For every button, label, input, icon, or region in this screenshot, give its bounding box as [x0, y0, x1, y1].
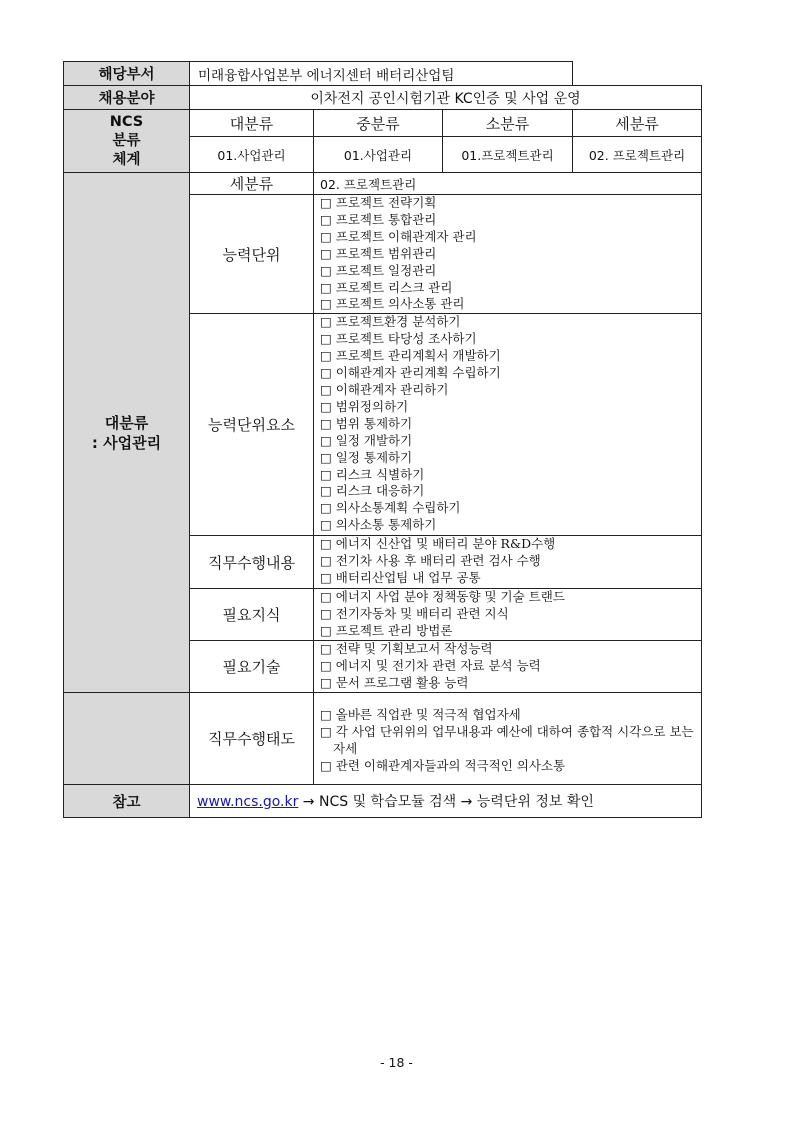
- list-item: □ 프로젝트환경 분석하기: [320, 314, 461, 330]
- list-item: □ 리스크 식별하기: [320, 466, 425, 482]
- list-item: □ 전기차 사용 후 배터리 관련 검사 수행: [320, 553, 541, 569]
- ncs-value-minor: 01.프로젝트관리: [443, 137, 573, 173]
- units-label: 능력단위: [190, 195, 314, 314]
- list-item: □ 의사소통 통제하기: [320, 517, 437, 533]
- list-item: □ 전략 및 기획보고서 작성능력: [320, 641, 493, 657]
- list-item: □ 문서 프로그램 활용 능력: [320, 674, 469, 690]
- list-item: □ 에너지 사업 분야 정책동향 및 기술 트랜드: [320, 589, 565, 605]
- list-item: □ 리스크 대응하기: [320, 483, 425, 499]
- list-item: □ 이해관계자 관리계획 수립하기: [320, 365, 501, 381]
- reference-label: 참고: [64, 785, 190, 818]
- ncs-label-line3: 체계: [112, 151, 141, 168]
- list-item: □ 의사소통계획 수립하기: [320, 500, 461, 516]
- ncs-value-major: 01.사업관리: [190, 137, 314, 173]
- attitude-list: [314, 693, 702, 785]
- duties-label: 직무수행내용: [190, 536, 314, 589]
- attitude-left-cell: [64, 693, 190, 785]
- list-item: □ 각 사업 단위위의 업무내용과 예산에 대하여 종합적 시각으로 보는 자세: [320, 723, 694, 756]
- knowledge-label: 필요지식: [190, 589, 314, 641]
- list-item: □ 범위 통제하기: [320, 415, 413, 431]
- ncs-header-middle: 중분류: [314, 110, 443, 137]
- dept-label: 해당부서: [64, 62, 190, 86]
- field-label: 채용분야: [64, 86, 190, 110]
- list-item: □ 올바른 직업관 및 적극적 협업자세: [320, 706, 521, 722]
- reference-text: → NCS 및 학습모듈 검색 → 능력단위 정보 확인: [298, 794, 594, 811]
- duties-list: [314, 536, 702, 589]
- units-list: [314, 195, 702, 314]
- list-item: □ 일정 개발하기: [320, 432, 413, 448]
- job-description-table: [63, 61, 702, 818]
- skills-label: 필요기술: [190, 641, 314, 693]
- field-value: 이차전지 공인시험기관 KC인증 및 사업 운영: [190, 86, 702, 110]
- list-item: □ 프로젝트 관리 방법론: [320, 623, 453, 639]
- subclass-value: 02. 프로젝트관리: [314, 173, 702, 195]
- list-item: □ 프로젝트 의사소통 관리: [320, 296, 465, 312]
- list-item: □ 프로젝트 일정관리: [320, 262, 437, 278]
- ncs-header-major: 대분류: [190, 110, 314, 137]
- empty-cell: [573, 62, 702, 86]
- ncs-value-middle: 01.사업관리: [314, 137, 443, 173]
- list-item: □ 프로젝트 이해관계자 관리: [320, 228, 477, 244]
- ncs-label-line1: NCS: [109, 113, 144, 130]
- list-item: □ 프로젝트 리스크 관리: [320, 279, 453, 295]
- ncs-link[interactable]: www.ncs.go.kr: [197, 794, 299, 811]
- elements-list: [314, 314, 702, 536]
- category-label: [64, 173, 190, 693]
- list-item: □ 배터리산업팀 내 업무 공통: [320, 570, 481, 586]
- page-number: - 18 -: [380, 1055, 413, 1070]
- list-item: □ 프로젝트 타당성 조사하기: [320, 331, 477, 347]
- list-item: □ 프로젝트 관리계획서 개발하기: [320, 348, 501, 364]
- list-item: □ 에너지 신산업 및 배터리 분야 R&D수행: [320, 536, 556, 552]
- ncs-header-minor: 소분류: [443, 110, 573, 137]
- skills-list: [314, 641, 702, 693]
- list-item: □ 이해관계자 관리하기: [320, 381, 449, 397]
- knowledge-list: [314, 589, 702, 641]
- ncs-value-detail: 02. 프로젝트관리: [573, 137, 702, 173]
- subclass-label: 세분류: [190, 173, 314, 195]
- ncs-header-detail: 세분류: [573, 110, 702, 137]
- list-item: □ 프로젝트 전략기획: [320, 195, 437, 210]
- ncs-label: [64, 110, 190, 173]
- attitude-label: 직무수행태도: [190, 693, 314, 785]
- ncs-label-line2: 분류: [112, 132, 141, 149]
- elements-label: 능력단위요소: [190, 314, 314, 536]
- list-item: □ 전기자동차 및 배터리 관련 지식: [320, 606, 509, 622]
- dept-value: 미래융합사업본부 에너지센터 배터리산업팀: [190, 62, 573, 86]
- list-item: □ 프로젝트 범위관리: [320, 245, 437, 261]
- category-line2: : 사업관리: [91, 433, 162, 452]
- list-item: □ 프로젝트 통합관리: [320, 211, 437, 227]
- list-item: □ 에너지 및 전기차 관련 자료 분석 능력: [320, 657, 541, 673]
- list-item: □ 관련 이해관계자들과의 적극적인 의사소통: [320, 757, 566, 773]
- reference-value: [190, 785, 702, 818]
- category-line1: 대분류: [104, 413, 149, 432]
- list-item: □ 일정 통제하기: [320, 449, 413, 465]
- list-item: □ 범위정의하기: [320, 398, 409, 414]
